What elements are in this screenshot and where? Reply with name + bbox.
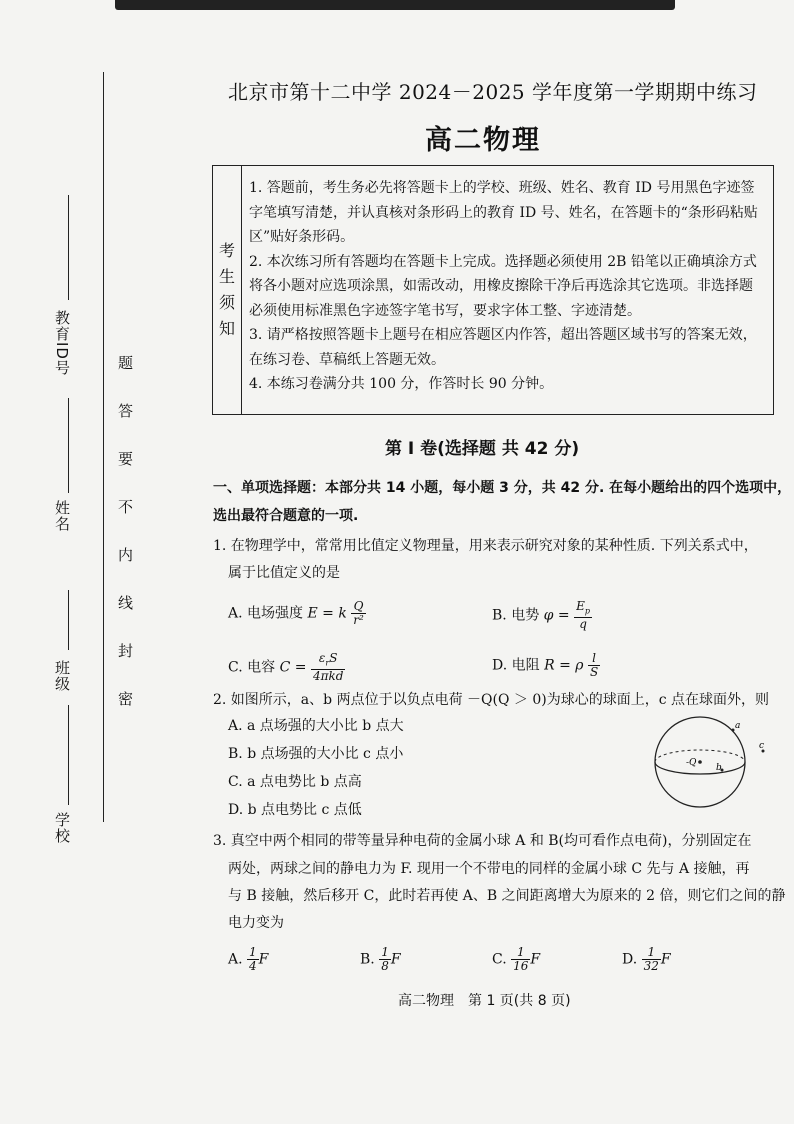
formula-fraction: $\frac{l}{S}$ — [589, 651, 599, 679]
option-unit: F — [660, 951, 671, 968]
q1-option-b: B. 电势 φ = $\frac{E_p}{q}$ — [492, 599, 590, 632]
field-label-id: 教育ID号 — [53, 310, 71, 376]
q1-option-a-label: A. 电场强度 — [228, 605, 308, 622]
exam-title: 北京市第十二中学 2024－2025 学年度第一学期期中练习 — [228, 80, 758, 104]
section-title: 第 Ⅰ 卷(选择题 共 42 分) — [385, 439, 580, 459]
seal-char: 密 — [118, 690, 134, 708]
fraction-numerator: 1 — [511, 946, 530, 960]
notice-label-char: 知 — [218, 319, 235, 338]
q2-option-d: D. b 点电势比 c 点低 — [228, 802, 362, 818]
binding-line — [103, 72, 104, 822]
q1-option-d-label: D. 电阻 — [492, 657, 545, 674]
q3-option-label: B. — [360, 951, 375, 968]
q3-stem: 3. 真空中两个相同的带等量异种电荷的金属小球 A 和 B(均可看作点电荷)，分别固定在 — [213, 833, 752, 849]
notice-item: 3. 请严格按照答题卡上题号在相应答题区内作答，超出答题区域书写的答案无效，在练习卷、草稿纸上答题无效。 — [249, 327, 757, 368]
fraction-denominator: 32 — [643, 959, 659, 973]
charge-label: -Q — [686, 758, 697, 768]
notice-box — [212, 165, 774, 415]
seal-char: 内 — [118, 546, 134, 564]
fraction-denominator: 8 — [381, 959, 389, 973]
field-label-class: 班级 — [53, 660, 71, 692]
seal-char: 答 — [118, 402, 134, 420]
seal-char: 要 — [118, 450, 134, 468]
seal-char: 不 — [118, 498, 134, 516]
notice-item: 1. 答题前，考生务必先将答题卡上的学校、班级、姓名、教育 ID 号用黑色字迹签字笔填写清楚，并认真核对条形码上的教育 ID 号、姓名，在答题卡的“条形码粘贴区”贴好条形码。 — [249, 180, 758, 245]
notice-label-char: 生 — [218, 267, 235, 286]
q3-option-a — [228, 946, 268, 973]
q3-stem: 与 B 接触，然后移开 C，此时若再使 A、B 之间距离增大为原来的 2 倍，则它们之间的静 — [228, 888, 786, 904]
q1-option-d: D. 电阻 R = ρ $\frac{l}{S}$ — [492, 651, 599, 679]
option-unit: F — [530, 951, 541, 968]
notice-label — [213, 166, 242, 414]
section-intro: 一、单项选择题：本部分共 14 小题，每小题 3 分，共 42 分. 在每小题给出的四个选项中， — [213, 480, 792, 496]
notice-body — [249, 176, 765, 397]
name-field-line — [68, 398, 69, 493]
formula-fraction — [642, 946, 661, 973]
q1-option-c-label: C. 电容 — [228, 659, 280, 676]
fraction-numerator: 1 — [249, 945, 257, 959]
q2-option-b: B. b 点场强的大小比 c 点小 — [228, 746, 404, 762]
seal-char: 线 — [118, 594, 134, 612]
q1-option-b-label: B. 电势 — [492, 607, 544, 624]
q2-option-c: C. a 点电势比 b 点高 — [228, 774, 362, 790]
q1-option-a: A. 电场强度 E = k $\frac{Q}{\text{r²}}$ — [228, 599, 364, 627]
q1-stem: 1. 在物理学中，常常用比值定义物理量，用来表示研究对象的某种性质. 下列关系式中， — [213, 538, 758, 554]
page-footer: 高二物理 第 1 页(共 8 页) — [398, 993, 571, 1009]
fraction-denominator: 4 — [249, 959, 257, 973]
formula-fraction — [511, 946, 530, 973]
id-field-line — [68, 195, 69, 300]
q1-option-c: C. 电容 C = $\frac{\varepsilon_rS}{\text{4πkd}}$ — [228, 651, 344, 684]
top-edge-bar — [115, 0, 675, 10]
charge-point — [698, 760, 702, 764]
exam-subtitle: 高二物理 — [425, 125, 541, 156]
point-b-label: b — [716, 763, 722, 773]
field-label-school: 学校 — [53, 812, 71, 844]
section-intro: 选出最符合题意的一项. — [213, 508, 359, 524]
q3-stem: 两处，两球之间的静电力为 F. 现用一个不带电的同样的金属小球 C 先与 A 接触，再 — [228, 861, 750, 877]
q3-stem: 电力变为 — [228, 915, 284, 931]
q3-option-label: D. — [622, 951, 638, 968]
formula-fraction: $\frac{\varepsilon_rS}{\text{4πkd}}$ — [312, 651, 344, 684]
q2-stem: 2. 如图所示，a、b 两点位于以负点电荷 －Q(Q ＞ 0)为球心的球面上，c 点在球面外，则 — [213, 692, 769, 708]
fraction-denominator: 16 — [513, 959, 529, 973]
fraction-numerator: 1 — [642, 946, 661, 960]
seal-char: 题 — [118, 354, 134, 372]
sphere-diagram — [650, 714, 770, 810]
school-field-line — [68, 705, 69, 805]
notice-label-char: 考 — [218, 241, 235, 260]
field-label-name: 姓名 — [53, 500, 71, 532]
option-unit: F — [258, 951, 269, 968]
notice-label-char: 须 — [218, 293, 235, 312]
class-field-line — [68, 590, 69, 650]
q3-option-b — [360, 946, 401, 973]
formula-fraction: $\frac{Q}{\text{r²}}$ — [353, 599, 364, 627]
q1-stem: 属于比值定义的是 — [228, 565, 340, 581]
notice-item: 2. 本次练习所有答题均在答题卡上完成。选择题必须使用 2B 铅笔以正确填涂方式将各小题对应选项涂黑，如需改动，用橡皮擦除干净后再选涂其它选项。非选择题必须使用标准黑色字迹签字笔书写，要求字体工整、字迹清楚。 — [249, 253, 757, 319]
q3-option-label: C. — [492, 951, 507, 968]
point-c-label: c — [759, 741, 765, 751]
formula-fraction: $\frac{E_p}{q}$ — [576, 599, 590, 632]
fraction-numerator: 1 — [381, 945, 389, 959]
q3-option-d — [622, 946, 671, 973]
point-a-label: a — [735, 721, 741, 731]
q2-option-a: A. a 点场强的大小比 b 点大 — [228, 718, 404, 734]
notice-item: 4. 本练习卷满分共 100 分，作答时长 90 分钟。 — [249, 376, 554, 392]
formula-fraction — [379, 946, 391, 973]
option-unit: F — [390, 951, 401, 968]
formula-fraction — [247, 946, 259, 973]
seal-char: 封 — [118, 642, 134, 660]
q3-option-label: A. — [228, 951, 243, 968]
q3-option-c — [492, 946, 540, 973]
